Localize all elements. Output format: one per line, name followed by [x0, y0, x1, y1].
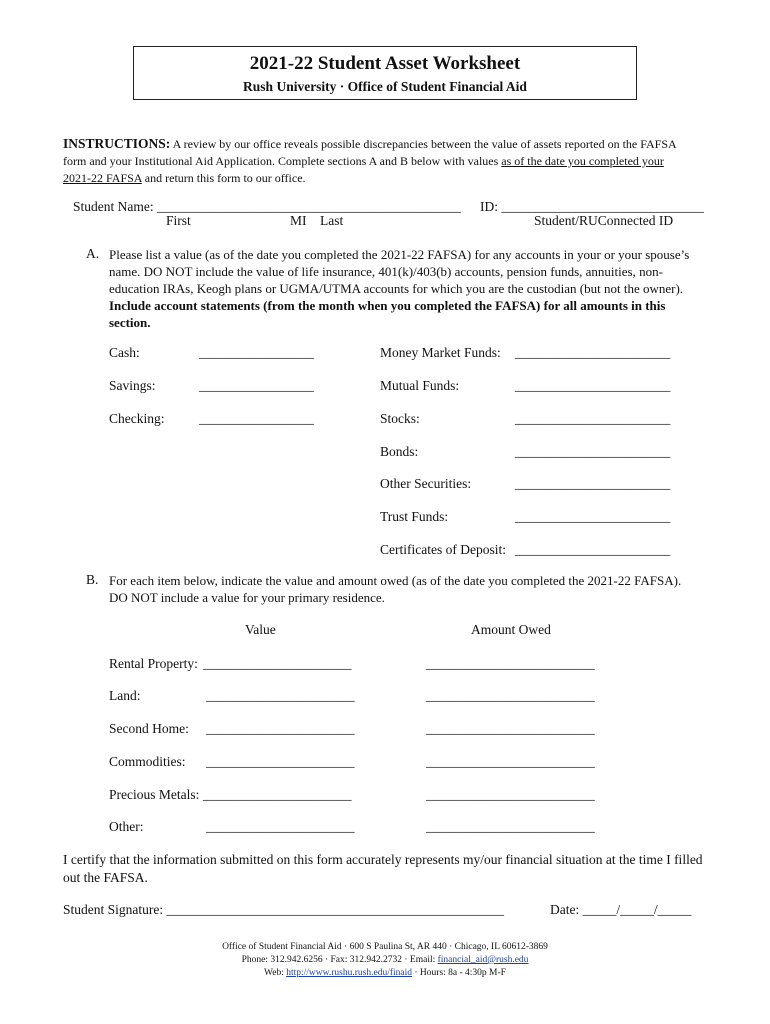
footer-web: [0, 968, 770, 978]
student-id-label: ID:: [480, 199, 498, 214]
savings-label: Savings:: [109, 378, 156, 393]
website-link[interactable]: http://www.rushu.rush.edu/finaid: [286, 968, 412, 978]
section-b-marker: B.: [86, 572, 99, 587]
email-link[interactable]: financial_aid@rush.edu: [437, 955, 529, 965]
stocks-label: Stocks:: [380, 411, 420, 426]
precious-metals-label: Precious Metals:: [109, 787, 200, 802]
footer-phone-fax: Phone: 312.942.6256 · Fax: 312.942.2732 · Email:: [241, 955, 438, 965]
checking-line[interactable]: _________________: [199, 411, 314, 426]
second-home-value-line[interactable]: ______________________: [206, 721, 355, 736]
page-title: 2021-22 Student Asset Worksheet: [249, 53, 521, 74]
certificates-line[interactable]: _______________________: [515, 542, 671, 557]
footer-contact: [0, 955, 770, 965]
bonds-line[interactable]: _______________________: [515, 444, 671, 459]
trust-funds-line[interactable]: _______________________: [515, 509, 671, 524]
instructions: [63, 135, 683, 187]
section-a-marker: A.: [86, 246, 100, 261]
footer-hours: · Hours: 8a - 4:30p M-F: [412, 968, 506, 978]
last-name-caption: Last: [320, 213, 344, 228]
rental-property-owed-line[interactable]: _________________________: [426, 656, 595, 671]
mutual-funds-line[interactable]: _______________________: [515, 378, 671, 393]
instructions-label: INSTRUCTIONS:: [63, 136, 171, 151]
footer-address: Office of Student Financial Aid · 600 S Paulina St, AR 440 · Chicago, IL 60612-3869: [222, 942, 548, 952]
second-home-label: Second Home:: [109, 721, 189, 736]
certification-text: I certify that the information submitted on this form accurately represents my/our financial situation at the time I filled out the FAFSA.: [63, 852, 703, 885]
title-box: [133, 46, 637, 100]
second-home-owed-line[interactable]: _________________________: [426, 721, 595, 736]
precious-metals-owed-line[interactable]: _________________________: [426, 787, 595, 802]
checking-label: Checking:: [109, 411, 165, 426]
other-owed-line[interactable]: _________________________: [426, 819, 595, 834]
other-label: Other:: [109, 819, 144, 834]
signature-field[interactable]: [63, 902, 504, 918]
other-value-line[interactable]: ______________________: [206, 819, 355, 834]
student-name-label: Student Name:: [73, 199, 154, 214]
money-market-line[interactable]: _______________________: [515, 345, 671, 360]
section-a-text: [109, 246, 699, 331]
mi-caption: MI: [290, 213, 307, 228]
instructions-text-end: and return this form to our office.: [141, 171, 306, 185]
commodities-value-line[interactable]: ______________________: [206, 754, 355, 769]
signature-line[interactable]: __________________________________________________: [166, 902, 504, 917]
student-id-line[interactable]: ______________________________: [501, 199, 704, 214]
commodities-label: Commodities:: [109, 754, 186, 769]
first-name-caption: First: [166, 213, 191, 228]
trust-funds-label: Trust Funds:: [380, 509, 449, 524]
land-owed-line[interactable]: _________________________: [426, 688, 595, 703]
student-name-line[interactable]: _____________________________________________: [157, 199, 461, 214]
date-label: Date:: [550, 902, 580, 917]
section-a-bold: Include account statements (from the month when you completed the FAFSA) for all amounts in this section.: [109, 298, 666, 330]
bonds-label: Bonds:: [380, 444, 419, 459]
amount-owed-column-header: Amount Owed: [471, 622, 551, 637]
certificates-label: Certificates of Deposit:: [380, 542, 506, 557]
id-caption: Student/RUConnected ID: [534, 213, 674, 228]
savings-line[interactable]: _________________: [199, 378, 314, 393]
land-label: Land:: [109, 688, 141, 703]
student-name-field[interactable]: [73, 199, 461, 215]
value-column-header: Value: [245, 622, 276, 637]
land-value-line[interactable]: ______________________: [206, 688, 355, 703]
other-securities-line[interactable]: _______________________: [515, 476, 671, 491]
date-field[interactable]: [550, 902, 691, 918]
rental-property-value-line[interactable]: ______________________: [203, 656, 352, 671]
other-securities-label: Other Securities:: [380, 476, 472, 491]
stocks-line[interactable]: _______________________: [515, 411, 671, 426]
precious-metals-value-line[interactable]: ______________________: [203, 787, 352, 802]
instructions-text: A review by our office reveals possible discrepancies between the value of assets reported on the FAFSA form and your Institutional Aid Application. Complete sections A and B below with values: [63, 137, 677, 168]
commodities-owed-line[interactable]: _________________________: [426, 754, 595, 769]
cash-line[interactable]: _________________: [199, 345, 314, 360]
cash-label: Cash:: [109, 345, 140, 360]
rental-property-label: Rental Property:: [109, 656, 198, 671]
section-b-text: For each item below, indicate the value and amount owed (as of the date you completed the 2021-22 FAFSA). DO NOT include a value for your primary residence.: [109, 573, 682, 605]
signature-label: Student Signature:: [63, 902, 164, 917]
date-line[interactable]: _____/_____/_____: [582, 902, 692, 917]
page-subtitle: Rush University · Office of Student Financial Aid: [243, 79, 527, 94]
mutual-funds-label: Mutual Funds:: [380, 378, 460, 393]
instructions-underlined: as of the date you completed your 2021-22 FAFSA: [63, 154, 664, 185]
money-market-label: Money Market Funds:: [380, 345, 501, 360]
footer-web-label: Web:: [264, 968, 287, 978]
section-a-body: Please list a value (as of the date you completed the 2021-22 FAFSA) for any accounts in your or your spouse’s name. DO NOT include the value of life insurance, 401(k)/403(b) accounts, pension funds, annuities, non-education IRAs, Keogh plans or UGMA/UTMA accounts for which you are the custodian (but not the owner).: [109, 247, 690, 296]
